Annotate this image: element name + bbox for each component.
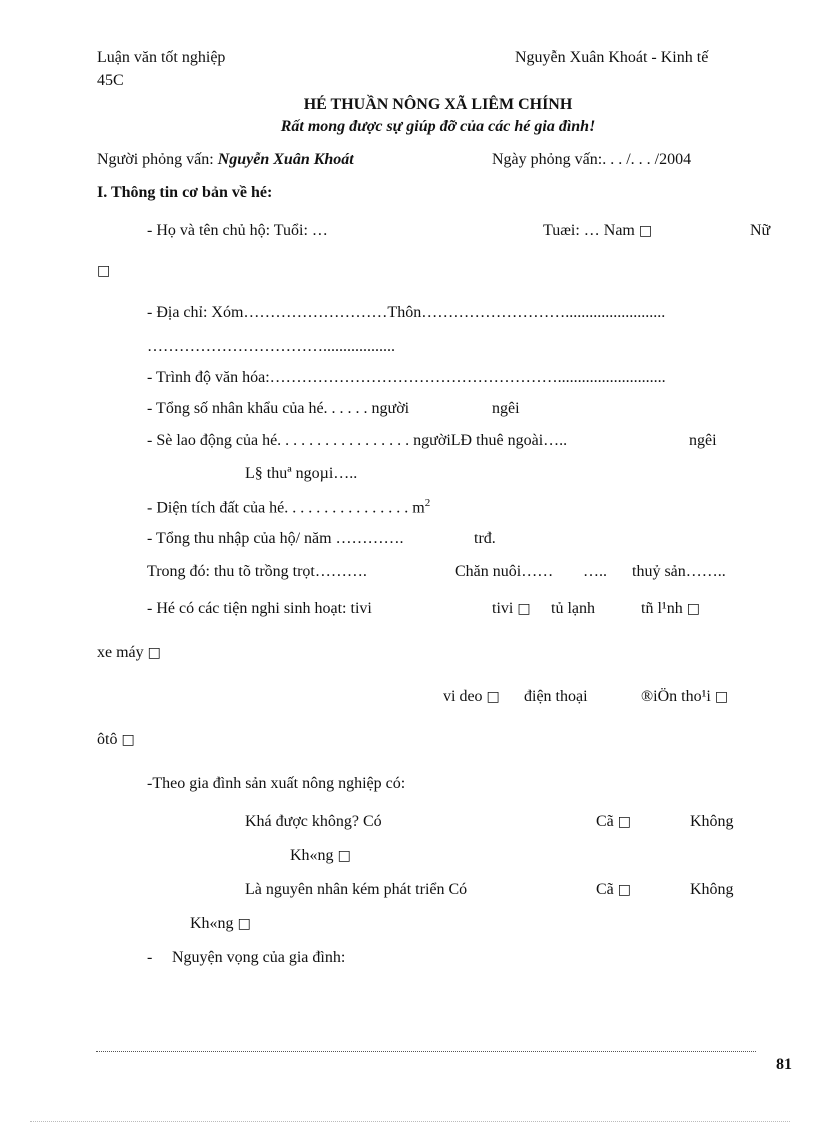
- video-label: vi deo: [443, 688, 483, 705]
- interviewer-name: Nguyễn Xuân Khoát: [217, 151, 354, 168]
- income-total-field: - Tổng thu nhập của hộ/ năm ………….: [147, 530, 404, 547]
- address-field-cont: ……………………………..................: [147, 338, 395, 355]
- fridge-option: [641, 601, 700, 617]
- fridge-garbled-label: tñ l¹nh: [641, 600, 683, 617]
- phone-option: [641, 689, 728, 705]
- motorbike-checkbox[interactable]: □: [147, 645, 161, 661]
- footer-rule: [96, 1051, 756, 1052]
- income-unit: trđ.: [474, 530, 496, 547]
- q2-yes-label: Cã: [596, 881, 614, 898]
- wishes-dash: -: [147, 949, 153, 966]
- header-left: Luận văn tốt nghiệp: [97, 49, 226, 66]
- interviewer-row: [97, 152, 354, 168]
- q1-yes-option: [596, 814, 631, 830]
- car-checkbox[interactable]: □: [121, 732, 135, 748]
- header-right: Nguyễn Xuân Khoát - Kinh tế: [515, 49, 709, 66]
- page-number: 81: [776, 1056, 792, 1073]
- labor-hired-field: L§ thuª ngoµi…..: [245, 465, 358, 482]
- tivi-checkbox[interactable]: □: [517, 601, 531, 617]
- wishes-field: Nguyện vọng của gia đình:: [172, 949, 346, 966]
- motorbike-option: [97, 645, 161, 661]
- q2-no-label: Không: [690, 881, 734, 898]
- motorbike-label: xe máy: [97, 644, 144, 661]
- fridge-label: tủ lạnh: [551, 600, 595, 617]
- amenities-label: - Hé có các tiện nghi sinh hoạt: tivi: [147, 600, 372, 617]
- q1-yes-label: Cã: [596, 813, 614, 830]
- q1-no-garbled-label: Kh«ng: [290, 847, 334, 864]
- car-option: [97, 732, 135, 748]
- labor-count-field: - Sè lao động của hé. . . . . . . . . . . . . . . . . ngườiLĐ thuê ngoài…..: [147, 432, 568, 449]
- phone-label: điện thoại: [524, 688, 588, 705]
- page-title: HÉ THUẦN NÔNG XÃ LIÊM CHÍNH: [303, 96, 573, 113]
- address-field: - Địa chỉ: Xóm………………………Thôn……………………….........................: [147, 304, 666, 321]
- land-area-superscript: 2: [424, 497, 431, 509]
- male-checkbox[interactable]: □: [638, 223, 653, 239]
- phone-checkbox[interactable]: □: [714, 689, 729, 705]
- labor-count-unit: ngêi: [689, 432, 717, 449]
- education-field: - Trình độ văn hóa:………………………………………………...........................: [147, 369, 666, 386]
- q2-no-checkbox[interactable]: □: [237, 916, 251, 932]
- q2-yes-option: [596, 882, 631, 898]
- female-checkbox[interactable]: □: [97, 263, 111, 279]
- q1-no-label: Không: [690, 813, 734, 830]
- household-size-field: - Tổng số nhân khẩu của hé. . . . . . người: [147, 400, 410, 417]
- phone-garbled-label: ®iÖn tho¹i: [641, 688, 711, 705]
- q1-yes-checkbox[interactable]: □: [617, 814, 632, 830]
- video-option: [443, 689, 500, 705]
- land-area-label: - Diện tích đất của hé. . . . . . . . . . . . . . . . m: [147, 499, 425, 517]
- q1-no-checkbox[interactable]: □: [337, 848, 351, 864]
- income-fishery-field: thuỷ sản……..: [632, 563, 726, 580]
- name-age-field: - Họ và tên chủ hộ: Tuổi: …: [147, 222, 328, 239]
- tivi-option: [492, 601, 531, 617]
- household-size-unit: ngêi: [492, 400, 520, 417]
- female-label: Nữ: [750, 222, 771, 239]
- question-1: Khá được không? Có: [245, 813, 382, 830]
- question-2: Là nguyên nhân kém phát triển Có: [245, 881, 468, 898]
- interview-date: Ngày phỏng vấn:. . . /. . . /2004: [492, 151, 692, 168]
- car-label: ôtô: [97, 731, 118, 748]
- agri-heading: [147, 776, 405, 792]
- q2-no-garbled-label: Kh«ng: [190, 915, 234, 932]
- fridge-checkbox[interactable]: □: [686, 601, 700, 617]
- tivi-label: tivi: [492, 600, 514, 617]
- income-dots: …..: [583, 563, 607, 580]
- age-gender-label: Tuæi: … Nam: [543, 222, 635, 239]
- agri-heading-text: Theo gia đình sản xuất nông nghiệp có:: [152, 775, 406, 792]
- income-crops-field: Trong đó: thu tõ trồng trọt……….: [147, 563, 367, 580]
- age-gender-field: [543, 223, 652, 239]
- page-subtitle: Rất mong được sự giúp đỡ của các hé gia đình!: [280, 118, 596, 135]
- q1-no-option: [290, 848, 351, 864]
- bottom-rule: [30, 1121, 790, 1122]
- income-livestock-field: Chăn nuôi……: [455, 563, 554, 580]
- agri-dash: -: [147, 775, 153, 792]
- land-area-field: [147, 498, 430, 516]
- section-heading: I. Thông tin cơ bản về hé:: [97, 184, 273, 201]
- q2-yes-checkbox[interactable]: □: [617, 882, 632, 898]
- q2-no-option: [190, 916, 251, 932]
- interviewer-label: Người phỏng vấn:: [97, 151, 214, 168]
- header-left-cont: 45C: [97, 72, 124, 89]
- video-checkbox[interactable]: □: [486, 689, 500, 705]
